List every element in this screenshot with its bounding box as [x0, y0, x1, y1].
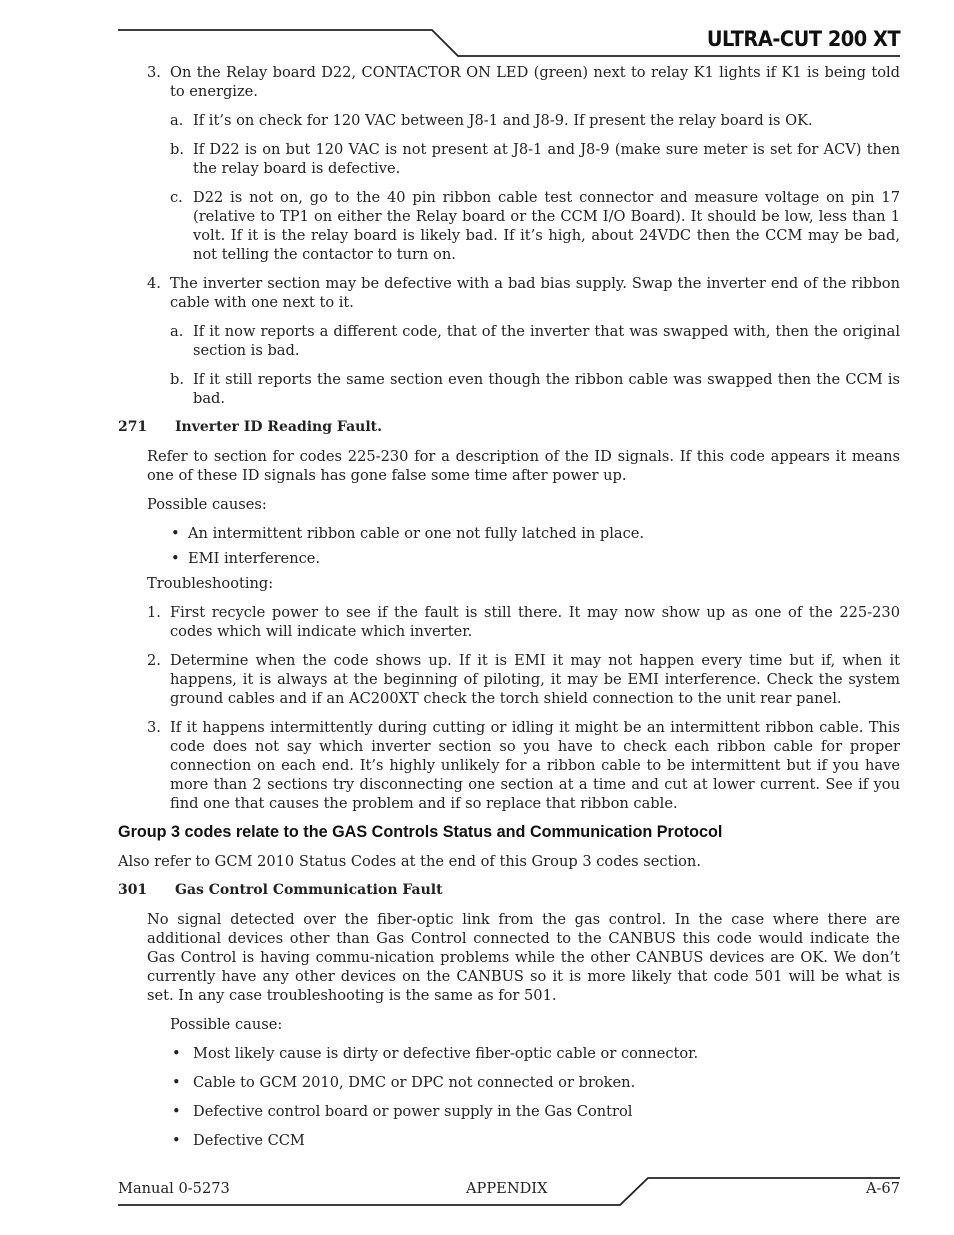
code-301-cause-label: Possible cause:: [170, 1016, 283, 1033]
code-271-description: Refer to section for codes 225-230 for a description of the ID signals. If this code appears it means one of these ID signals has gone false some time after power up.: [147, 448, 900, 484]
code-301-cause: • Cable to GCM 2010, DMC or DPC not connected or broken.: [118, 1073, 900, 1092]
document-title: ULTRA-CUT 200 XT: [706, 27, 900, 51]
group-3-heading: Group 3 codes relate to the GAS Controls Status and Communication Protocol: [118, 823, 723, 841]
troubleshoot-step-3: 3. If it happens intermittently during cutting or idling it might be an intermittent ribbon cable. This code does not say which inverter section so you have to check each ribbon cable for proper connection on each end. It’s highly unlikely for a ribbon cable to be intermittent but if you have more than 2 sections try disconnecting one section at a time and cut at lower current. See if you find one that causes the problem and if so replace that ribbon cable.: [147, 719, 900, 812]
code-271-troubleshooting-label: Troubleshooting:: [147, 575, 274, 592]
troubleshoot-step-1: 1. First recycle power to see if the fault is still there. It may now show up as one of the 225-230 codes which will indicate which inverter.: [147, 604, 900, 640]
sub-item-4b: b. If it still reports the same section even though the ribbon cable was swapped then the CCM is bad.: [170, 371, 900, 407]
sub-item-4a: a. If it now reports a different code, that of the inverter that was swapped with, then the original section is bad.: [170, 323, 900, 359]
page-number: A-67: [865, 1180, 900, 1197]
sub-item-3b: b. If D22 is on but 120 VAC is not present at J8-1 and J8-9 (make sure meter is set for ACV) then the relay board is defective.: [170, 141, 900, 177]
code-301-heading: 301 Gas Control Communication Fault: [118, 882, 443, 898]
sub-item-3c: c. D22 is not on, go to the 40 pin ribbon cable test connector and measure voltage on pin 17 (relative to TP1 on either the Relay board or the CCM I/O Board). It should be low, less than 1 volt. If it is the relay board is likely bad. If it’s high, about 24VDC then the CCM may be bad, not telling the contactor to turn on.: [170, 189, 900, 263]
code-271-causes-label: Possible causes:: [147, 496, 267, 513]
list-item-4: 4. The inverter section may be defective with a bad bias supply. Swap the inverter end of the ribbon cable with one next to it.: [147, 275, 900, 311]
code-301-description: No signal detected over the fiber-optic link from the gas control. In the case where there are additional devices other than Gas Control connected to the CANBUS this code would indicate the Gas Control is having commu-nication problems while the other CANBUS devices are OK. We don’t currently have any other devices on the CANBUS so it is more likely that code 501 will be what is set. In any case troubleshooting is the same as for 501.: [147, 911, 900, 1004]
manual-number: Manual 0-5273: [118, 1180, 230, 1197]
code-301-cause: • Most likely cause is dirty or defective fiber-optic cable or connector.: [118, 1044, 900, 1063]
code-271-heading: 271 Inverter ID Reading Fault.: [118, 419, 382, 435]
troubleshoot-step-2: 2. Determine when the code shows up. If it is EMI it may not happen every time but if, when it happens, it is always at the beginning of piloting, it may be EMI interference. Check the system ground cables and if an AC200XT check the torch shield connection to the unit rear panel.: [147, 652, 900, 707]
code-271-cause: • An intermittent ribbon cable or one not fully latched in place.: [118, 524, 900, 543]
list-item-3: 3. On the Relay board D22, CONTACTOR ON LED (green) next to relay K1 lights if K1 is being told to energize.: [147, 64, 900, 100]
code-271-cause: • EMI interference.: [118, 549, 900, 568]
code-301-cause: • Defective control board or power supply in the Gas Control: [118, 1102, 900, 1121]
group-3-note: Also refer to GCM 2010 Status Codes at the end of this Group 3 codes section.: [118, 853, 701, 870]
section-name: APPENDIX: [466, 1180, 548, 1197]
code-301-cause: • Defective CCM: [118, 1131, 900, 1150]
sub-item-3a: a. If it’s on check for 120 VAC between J8-1 and J8-9. If present the relay board is OK.: [170, 112, 813, 129]
